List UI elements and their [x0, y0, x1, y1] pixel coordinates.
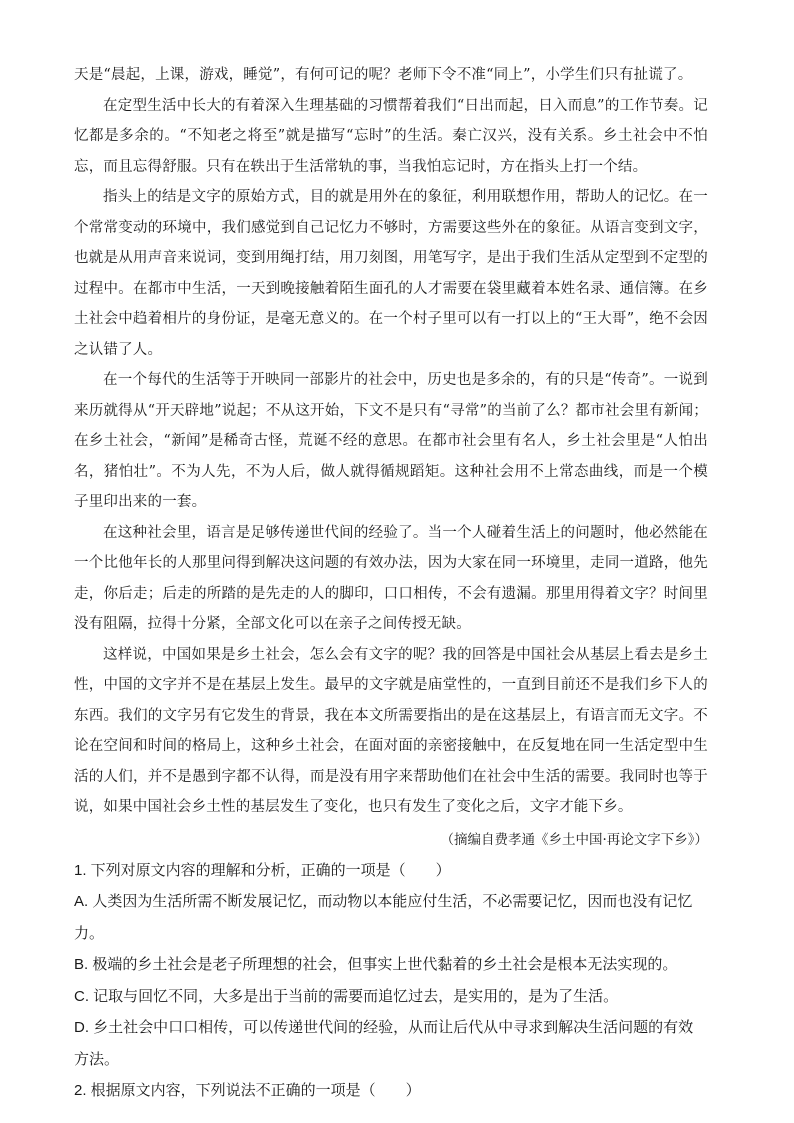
article-paragraph-1: 天是“晨起，上课，游戏，睡觉”，有何可记的呢？老师下令不准“同上”，小学生们只有扯谎了。 [74, 67, 693, 83]
question-1-option-a: A. 人类因为生活所需不断发展记忆，而动物以本能应付生活，不必需要记忆，因而也没有记忆力。 [74, 893, 693, 942]
question-1-option-c: C. 记取与回忆不同，大多是出于当前的需要而追忆过去，是实用的，是为了生活。 [74, 987, 619, 1005]
question-2-stem: 2. 根据原文内容，下列说法不正确的一项是（ ） [74, 1082, 421, 1099]
question-1-stem: 1. 下列对原文内容的理解和分析，正确的一项是（ ） [74, 861, 451, 879]
article-body [74, 60, 708, 823]
article-paragraph-3: 指头上的结是文字的原始方式，目的就是用外在的象征，利用联想作用，帮助人的记忆。在一个常常变动的环境中，我们感觉到自己记忆力不够时，方需要这些外在的象征。从语言变到文字，也就是从用声音来说词，变到用绳打结，用刀刻图，用笔写字，是出于我们生活从定型到不定型的过程中。在都市中生活，一天到晚接触着陌生面孔的人才需要在袋里藏着本姓名录、通信簿。在乡土社会中趋着相片的身份证，是毫无意义的。在一个村子里可以有一打以上的“王大哥”，绝不会因之认错了人。 [74, 189, 708, 358]
question-1-option-d: D. 乡土社会中口口相传，可以传递世代间的经验，从而让后代从中寻求到解决生活问题的有效方法。 [74, 1019, 694, 1068]
article-source-citation: （摘编自费孝通《乡土中国·再论文字下乡》） [440, 831, 708, 848]
article-paragraph-6: 这样说，中国如果是乡土社会，怎么会有文字的呢？我的回答是中国社会从基层上看去是乡土性，中国的文字并不是在基层上发生。最早的文字就是庙堂性的，一直到目前还不是我们乡下人的东西。我们的文字另有它发生的背景，我在本文所需要指出的是在这基层上，有语言而无文字。不论在空间和时间的格局上，这种乡土社会，在面对面的亲密接触中，在反复地在同一生活定型中生活的人们，并不是愚到字都不认得，而是没有用字来帮助他们在社会中生活的需要。我同时也等于说，如果中国社会乡土性的基层发生了变化，也只有发生了变化之后，文字才能下乡。 [74, 646, 708, 815]
article-paragraph-4: 在一个每代的生活等于开映同一部影片的社会中，历史也是多余的，有的只是“传奇”。一说到来历就得从“开天辟地”说起；不从这开始，下文不是只有“寻常”的当前了么？都市社会里有新闻；在乡土社会，“新闻”是稀奇古怪，荒诞不经的意思。在都市社会里有名人，乡土社会里是“人怕出名，猪怕壮”。不为人先，不为人后，做人就得循规蹈矩。这种社会用不上常态曲线，而是一个模子里印出来的一套。 [74, 372, 708, 510]
question-1-option-b: B. 极端的乡土社会是老子所理想的社会，但事实上世代黏着的乡土社会是根本无法实现的。 [74, 956, 678, 973]
article-paragraph-5: 在这种社会里，语言是足够传递世代间的经验了。当一个人碰着生活上的问题时，他必然能在一个比他年长的人那里问得到解决这问题的有效办法，因为大家在同一环境里，走同一道路，他先走，你后走；后走的所踏的是先走的人的脚印，口口相传，不会有遗漏。那里用得着文字？时间里没有阻隔，拉得十分紧，全部文化可以在亲子之间传授无缺。 [74, 524, 708, 632]
questions-section [74, 855, 708, 1107]
article-paragraph-2: 在定型生活中长大的有着深入生理基础的习惯帮着我们“日出而起，日入而息”的工作节奏。记忆都是多余的。“不知老之将至”就是描写“忘时”的生活。秦亡汉兴，没有关系。乡土社会中不怕忘，而且忘得舒服。只有在轶出于生活常轨的事，当我怕忘记时，方在指头上打一个结。 [74, 97, 708, 175]
